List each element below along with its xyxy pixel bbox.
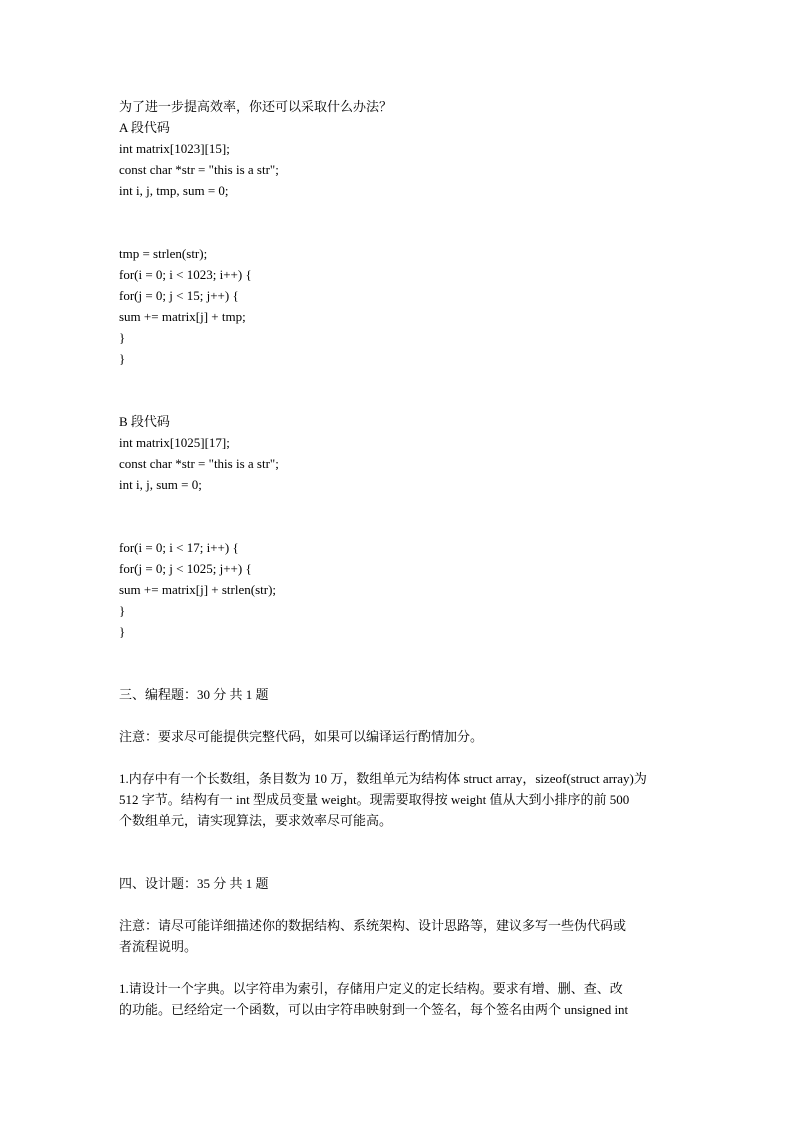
spacer [119, 705, 699, 726]
code-a-line: int matrix[1023][15]; [119, 141, 230, 156]
code-b-line: for(i = 0; i < 17; i++) { [119, 540, 239, 555]
section-4-question-line: 1.请设计一个字典。以字符串为索引，存储用户定义的定长结构。要求有增、删、查、改 [119, 981, 623, 996]
spacer [119, 369, 699, 390]
section-3-question-line: 512 字节。结构有一 int 型成员变量 weight。现需要取得按 weight 值从大到小排序的前 500 [119, 792, 630, 807]
code-a-line: sum += matrix[j] + tmp; [119, 309, 246, 324]
code-a-line: for(i = 0; i < 1023; i++) { [119, 267, 252, 282]
code-b-line: sum += matrix[j] + strlen(str); [119, 582, 277, 597]
section-3-question-line: 个数组单元，请实现算法，要求效率尽可能高。 [119, 813, 393, 828]
code-b-heading: B 段代码 [119, 414, 170, 429]
spacer [119, 831, 699, 852]
code-a-line: for(j = 0; j < 15; j++) { [119, 288, 239, 303]
code-a-line: } [119, 351, 126, 366]
code-a-line: tmp = strlen(str); [119, 246, 208, 261]
spacer [119, 222, 699, 243]
section-4-question-line: 的功能。已经给定一个函数，可以由字符串映射到一个签名，每个签名由两个 unsigned int [119, 1002, 629, 1017]
code-b-line: int i, j, sum = 0; [119, 477, 202, 492]
spacer [119, 516, 699, 537]
question-intro: 为了进一步提高效率，你还可以采取什么办法？ [119, 99, 393, 114]
spacer [119, 957, 699, 978]
spacer [119, 390, 699, 411]
code-b-line: } [119, 624, 126, 639]
spacer [119, 663, 699, 684]
spacer [119, 747, 699, 768]
code-b-line: for(j = 0; j < 1025; j++) { [119, 561, 252, 576]
spacer [119, 642, 699, 663]
code-a-line: int i, j, tmp, sum = 0; [119, 183, 229, 198]
spacer [119, 201, 699, 222]
code-a-heading: A 段代码 [119, 120, 170, 135]
section-4-heading: 四、设计题：35 分 共 1 题 [119, 876, 269, 891]
spacer [119, 894, 699, 915]
section-3-question-line: 1.内存中有一个长数组，条目数为 10 万，数组单元为结构体 struct array，sizeof(struct array)为 [119, 771, 647, 786]
section-3-note: 注意：要求尽可能提供完整代码，如果可以编译运行酌情加分。 [119, 729, 484, 744]
code-a-line: const char *str = "this is a str"; [119, 162, 279, 177]
code-b-line: } [119, 603, 126, 618]
code-b-line: const char *str = "this is a str"; [119, 456, 279, 471]
spacer [119, 852, 699, 873]
document-content [119, 96, 699, 1020]
section-3-heading: 三、编程题：30 分 共 1 题 [119, 687, 269, 702]
section-4-note-line: 者流程说明。 [119, 939, 198, 954]
code-a-line: } [119, 330, 126, 345]
spacer [119, 495, 699, 516]
code-b-line: int matrix[1025][17]; [119, 435, 230, 450]
section-4-note-line: 注意：请尽可能详细描述你的数据结构、系统架构、设计思路等，建议多写一些伪代码或 [119, 918, 627, 933]
